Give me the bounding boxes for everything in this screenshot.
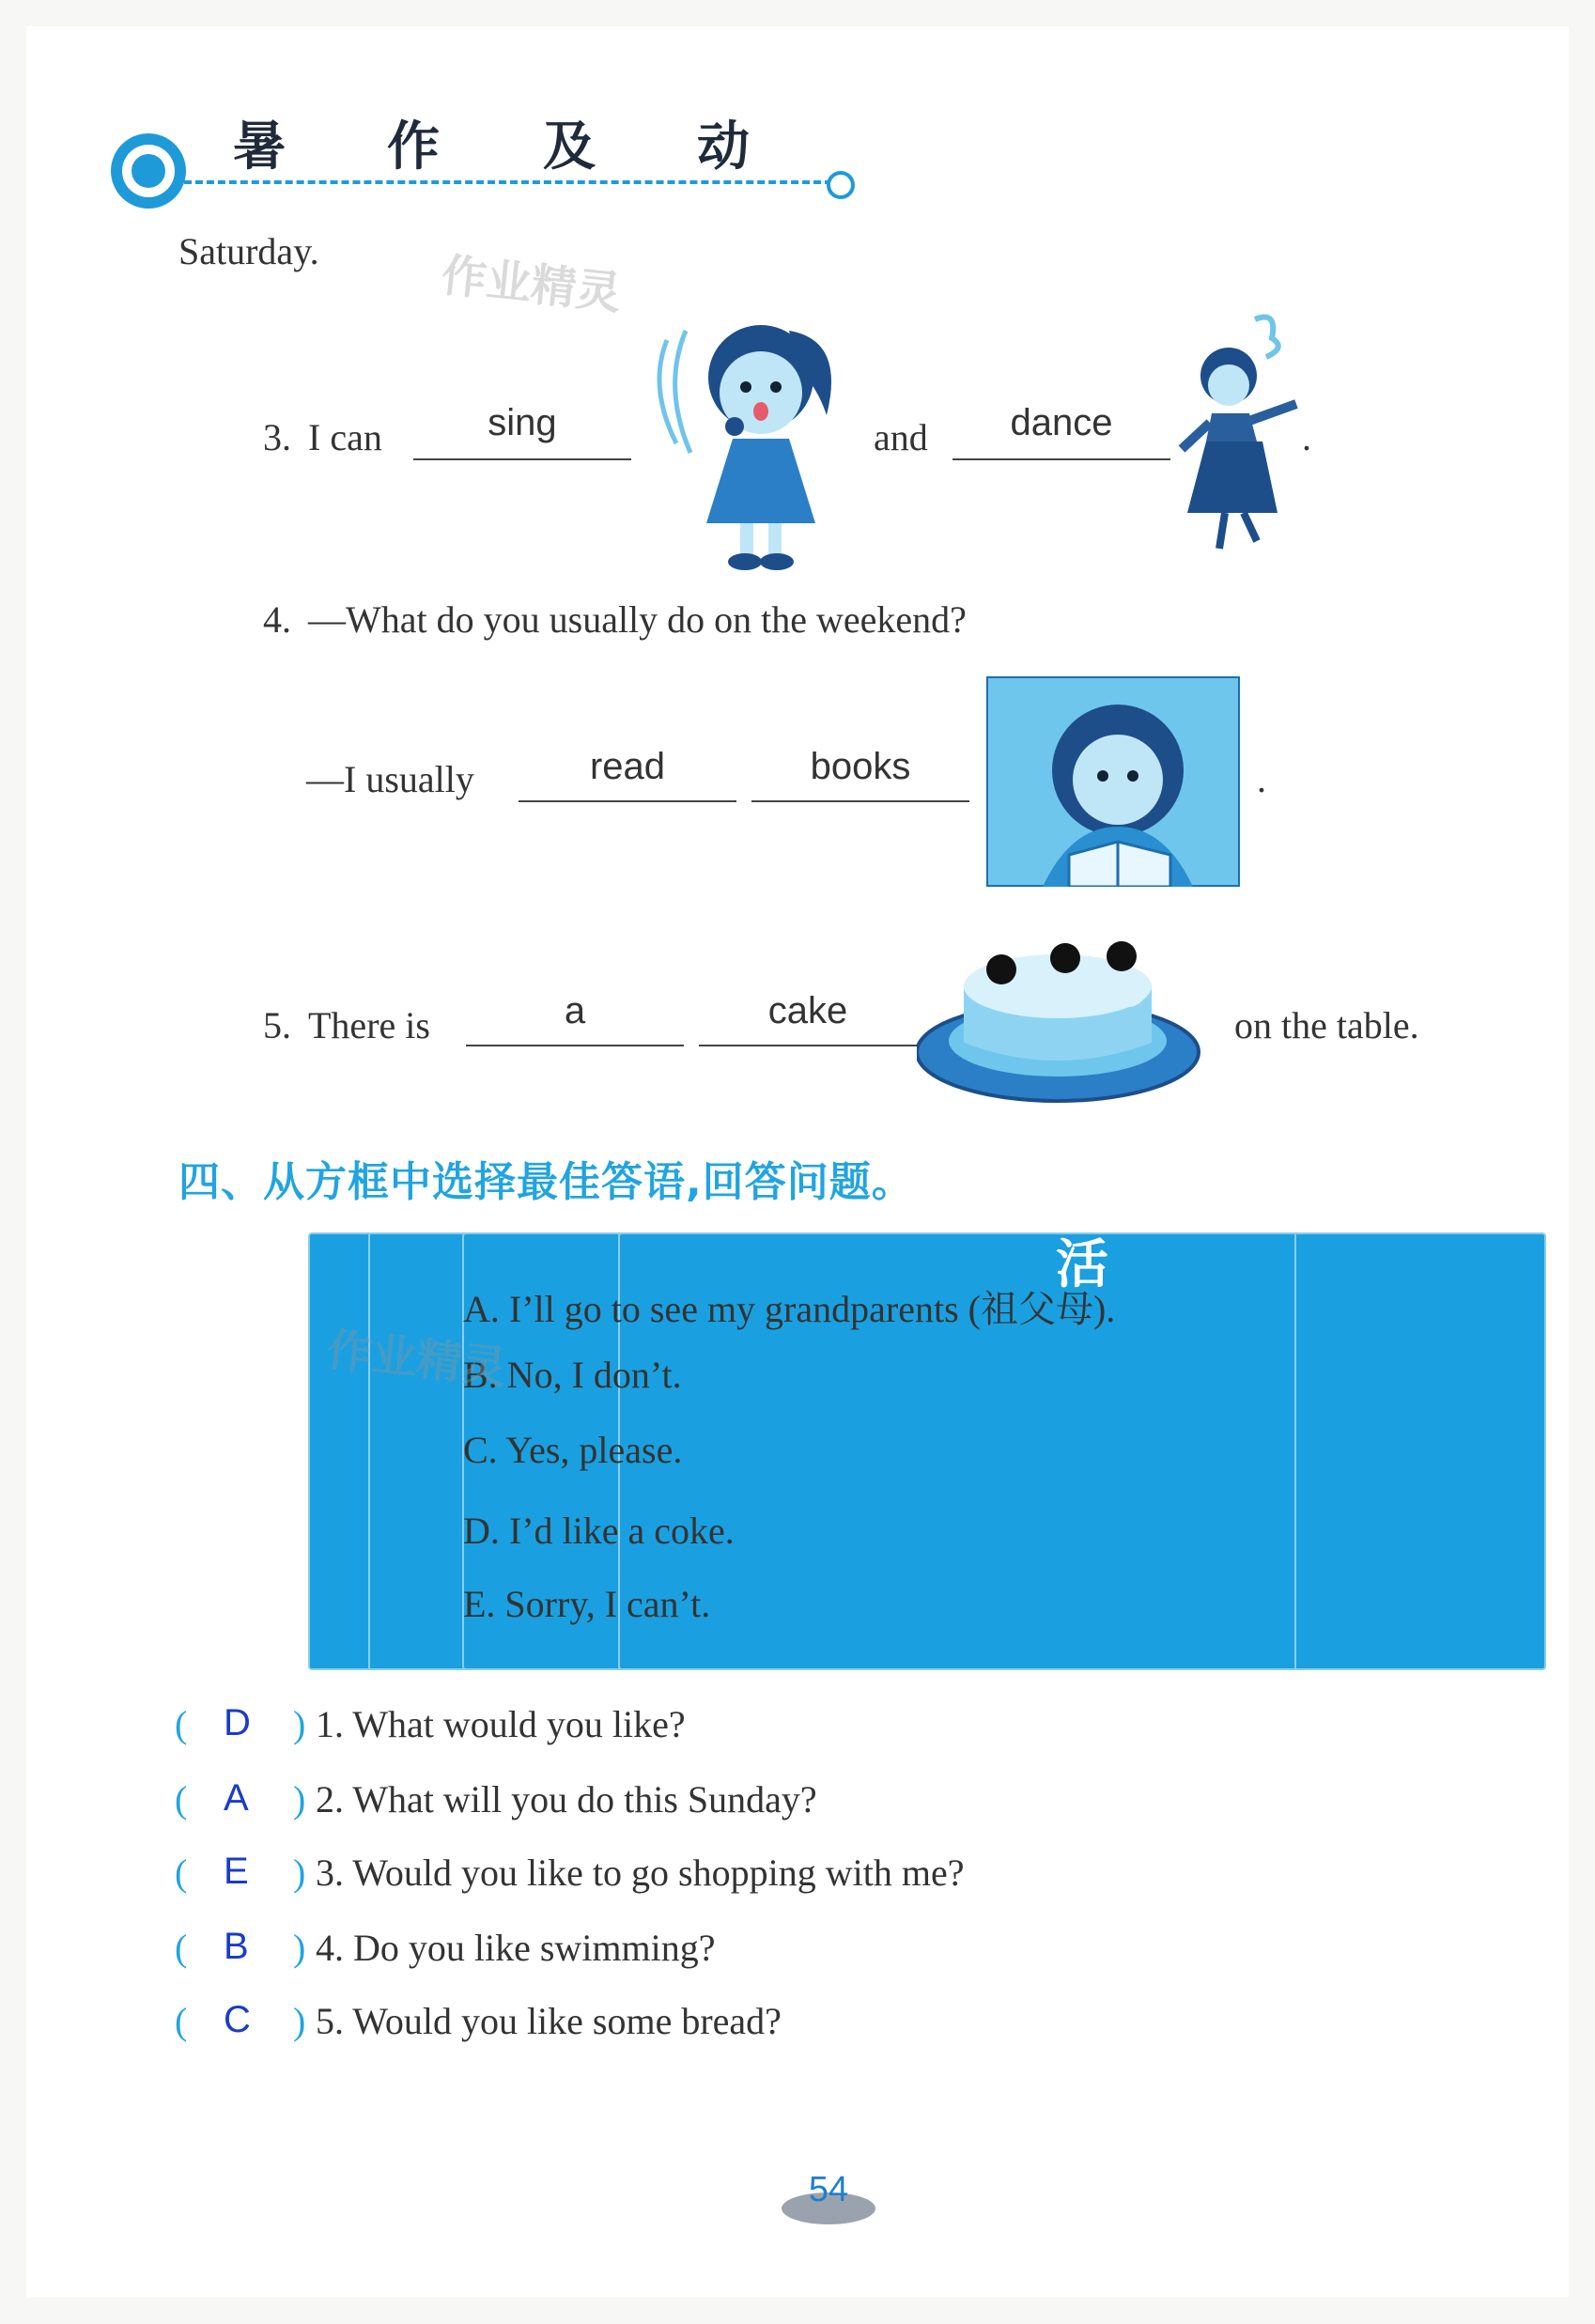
header-char: 作 (387, 116, 440, 178)
choice-answer: C (224, 1999, 251, 2040)
choice-answer: D (224, 1702, 251, 1743)
option-a: A. I’ll go to see my grandparents (祖父母). (463, 1288, 1116, 1330)
choice-answer: E (224, 1851, 249, 1892)
watermark: 作业精灵 (324, 1324, 509, 1395)
header-char: 及 (543, 116, 596, 178)
header-ring-icon (111, 133, 186, 209)
dancing-girl-illustration (1165, 310, 1306, 564)
header-end-circle-icon (827, 171, 855, 199)
question-text: 2. What will you do this Sunday? (316, 1778, 817, 1820)
item-suffix: on the table. (1234, 1004, 1419, 1046)
option-b: B. No, I don’t. (463, 1354, 682, 1396)
blank-line (413, 458, 631, 460)
header-char: 暑 (233, 116, 286, 178)
item-number: 4. (263, 598, 291, 641)
item-prefix: I can (308, 416, 382, 458)
right-paren: ) (293, 1778, 306, 1820)
question-text: 3. Would you like to go shopping with me? (316, 1851, 965, 1894)
left-paren: ( (175, 1778, 188, 1820)
choice-answer: B (224, 1926, 249, 1967)
left-paren: ( (175, 1927, 188, 1969)
reading-girl-illustration (986, 676, 1240, 887)
answer-text: read (589, 746, 666, 787)
answer-text: cake (767, 990, 848, 1031)
left-paren: ( (175, 2000, 188, 2042)
question-text: 4. Do you like swimming? (316, 1927, 716, 1969)
header-char: 动 (697, 116, 750, 178)
item-suffix: . (1257, 758, 1266, 800)
right-paren: ) (293, 1851, 306, 1894)
left-paren: ( (175, 1851, 188, 1894)
right-paren: ) (293, 2000, 306, 2042)
blank-line (699, 1045, 917, 1046)
blank-line (751, 800, 969, 802)
cake-illustration (917, 930, 1217, 1118)
section-title: 四、从方框中选择最佳答语,回答问题。 (178, 1158, 914, 1206)
answer-text: sing (488, 402, 557, 443)
item-prefix: There is (308, 1004, 430, 1046)
item-prefix: —I usually (306, 758, 474, 800)
left-paren: ( (175, 1703, 188, 1745)
question-text: 5. Would you like some bread? (316, 2000, 782, 2042)
item-middle: and (874, 416, 928, 458)
choice-answer: A (224, 1777, 249, 1819)
item-suffix: . (1302, 416, 1311, 458)
item-number: 5. (263, 1004, 291, 1046)
header-char: 活 (618, 1232, 1546, 1670)
option-e: E. Sorry, I can’t. (463, 1583, 711, 1625)
answer-text: books (810, 746, 911, 787)
answer-text: dance (1010, 402, 1113, 443)
watermark: 作业精灵 (439, 249, 624, 320)
blank-line (466, 1045, 684, 1046)
option-d: D. I’d like a coke. (463, 1510, 735, 1552)
page-number: 54 (808, 2170, 849, 2209)
answer-text: a (564, 990, 586, 1031)
continuation-text: Saturday. (178, 230, 319, 272)
singing-girl-illustration (648, 302, 855, 575)
header-dotted-line (184, 180, 832, 184)
option-c: C. Yes, please. (463, 1429, 683, 1471)
right-paren: ) (293, 1703, 306, 1745)
question-text: 1. What would you like? (316, 1703, 686, 1745)
item-number: 3. (263, 416, 291, 458)
blank-line (952, 458, 1170, 460)
right-paren: ) (293, 1927, 306, 1969)
blank-line (519, 800, 736, 802)
question-text: —What do you usually do on the weekend? (308, 598, 967, 641)
